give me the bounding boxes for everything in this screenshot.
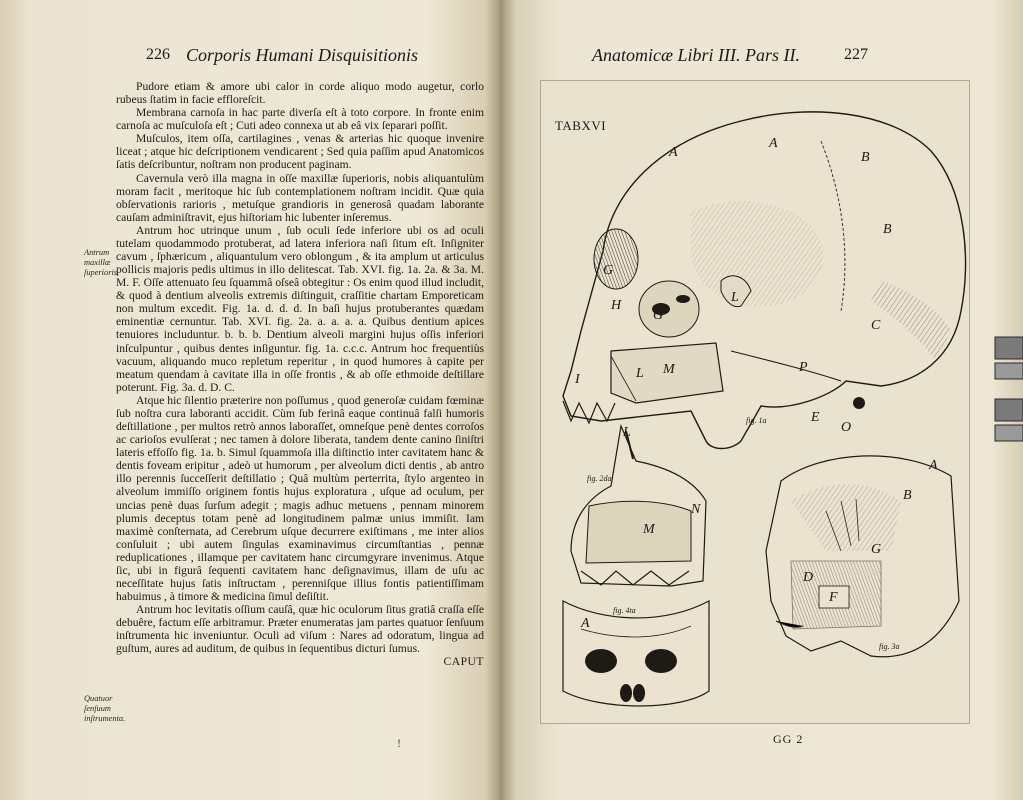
paragraph: Pudore etiam & amore ubi calor in corde aliquo modo augetur, corlo rubeus ſtatim in facie effloreſcit. — [116, 80, 484, 107]
figure-3-head — [766, 456, 959, 657]
plate-letter: M — [663, 362, 675, 377]
plate-letter: B — [861, 150, 870, 165]
plate-letter: G — [871, 542, 882, 557]
figure-caption: fig. 2da — [587, 474, 612, 483]
plate-letter: I — [575, 372, 580, 387]
binder-clip-icon — [993, 333, 1023, 445]
plate-letter: H — [611, 298, 622, 313]
paragraph: Membrana carnoſa in hac parte diverſa eſt à toto corpore. In fronte enim carnoſa ac muſculoſa eſt ; Cuti adeo connexa ut ab eâ vix ſeparari poſſit. — [116, 106, 484, 133]
plate-letter: E — [811, 410, 820, 425]
page-number-right: 227 — [844, 46, 868, 63]
plate-letter: G — [603, 263, 614, 278]
plate-letter: A — [769, 136, 778, 151]
plate-title: TABXVI — [555, 118, 607, 133]
figure-2-antrum — [571, 425, 706, 586]
plate-letter: M — [643, 522, 655, 537]
body-text — [116, 80, 484, 669]
plate-letter: A — [581, 616, 590, 631]
paragraph: Antrum hoc utrinque unum , ſub oculi ſede inferiore ubi os ad oculi tutelam quodammodo protuberat, ad latera inferiora naſi ſitum eſt. Inſigniter cavum , ſphæricum , aliquantulum vero oblongum , & ita amplum ut articulus pollicis majoris pedis ultimus in illo delitescat. Tab. XVI. fig. 1a. 2a. & 3a. M. M. F. Oſſe attenuato ſeu ſquammâ oſseâ obtegitur : Os enim quod illud includit, & quod à dentium alveolis extremis diſtinguit, craſſitie chartam Emporeticam non multum excedit. Fig. 1a. d. d. d. In baſi hujus protuberantes quædam eminentiæ cernuntur. Tab. XVI. fig. 2a. a. a. a. a. Quibus dentium apices tenuiores includuntur. b. b. b. Dentium alveoli margini hujus oſſis inferiori inſculpuntur , quibus dentes inſiguntur. fig. 1a. c.c.c. Antrum hoc frequentiùs vacuum, aliquando muco repletum reperitur , in quod humores à capite per meatum quendam à cavitate illa in oſſe frontis , & ab oſſe ethmoide deſtillare poterunt. Fig. 3a. d. D. C. — [116, 223, 484, 394]
plate-letter: F — [829, 590, 838, 605]
margin-note-antrum: Antrum maxillæ ſuperioris. — [84, 248, 120, 277]
paragraph: Muſculos, item oſſa, cartilagines , venas & arterias hic quoque invenire liceat ; atque hic deſcriptionem vendicarent ; Sed quia paſſim apud Anatomicos ſatis deſcribuntur, noſtram non producent paginam. — [116, 132, 484, 172]
plate-letter: L — [731, 290, 739, 305]
plate-letter: B — [903, 488, 912, 503]
plate-letter: P — [799, 360, 808, 375]
plate-letter: O — [841, 420, 852, 435]
plate-letter: A — [669, 145, 678, 160]
gutter-mark: ! — [397, 736, 401, 750]
plate-engraving — [541, 81, 969, 723]
page-number-left: 226 — [146, 46, 170, 63]
paragraph: Antrum hoc levitatis oſſium cauſâ, quæ hic oculorum ſitus gratiâ craſſa eſſe debuêre, factum eſſe arbitramur. Præter enumeratas jam partes quatuor ſenſuum inſtrumenta hic inveniuntur. Oculi ad viſum : Nares ad odoratum, lingua ad guſtum, aures ad auditum, de quibus in ſequentibus dicturi ſumus. — [116, 603, 484, 656]
plate-letter: G — [653, 308, 664, 323]
plate-letter: A — [929, 458, 938, 473]
figure-4-palate — [563, 601, 709, 706]
running-header-left: Corporis Humani Disquisitionis — [186, 45, 419, 65]
signature-mark: GG 2 — [773, 732, 804, 746]
margin-note-sensus: Quatuor ſenſuum inſtrumenta. — [84, 694, 126, 723]
plate-letter: N — [691, 502, 701, 517]
catchword: CAPUT — [443, 655, 484, 669]
engraved-plate — [540, 80, 970, 724]
running-header-right: Anatomicæ Libri III. Pars II. — [592, 45, 800, 65]
plate-letter: D — [803, 570, 814, 585]
plate-letter: L — [636, 366, 644, 381]
figure-caption: fig. 4ta — [613, 606, 636, 615]
left-page — [0, 0, 500, 800]
figure-1-skull — [563, 112, 966, 449]
plate-letter: L — [623, 425, 631, 440]
plate-letter: C — [871, 318, 881, 333]
paragraph: Atque hic ſilentio præterire non poſſumus , quod generoſæ cuidam fœminæ ſub noſtra cura laboranti accidit. Cùm ſub ferinâ eaque continuâ falſi humoris deſtillatione , per multos retrò annos laboraſſet, omneſque penè dentes corroſos ac carioſos evulſerat ; nec tamen à dolore liberata, tandem dente canino ſiniſtri lateris effoſſo fig. 1a. b. Simul ſquammoſa illa diſtinctio inter cavitatem hanc & dentis foveam eripitur , adeò ut humorum , per alveolum dicti dentis , ab antro illo perennis ſucceſſerit deſtillatio ; Quâ multùm perterrita, ſtylo argenteo in alveolum immiſſo originem fontis hujus exploratura , uſque ad oculum, per uncias penè duas ſurſum adegit ; magis adhuc metuens , pennam minorem plumis deceptus totam penè ad longitudinem palmæ unius immiſit. Iam maximè conſternata, ad Cerebrum uſque decurrere exiſtimans , me inter alios conſuluit ; ubi autem ſingulas examinavimus circumſtantias , pennæ reduplicationes , illamque per cavitatem hanc circumgyrare invenimus. Atque ſic, ubi in figurâ ſequenti cavitatem hanc deſignavimus, illam de uſu ac neceſſitate hujus ſatis inſtructam , perenniſque illius fontis patientiſſimam habuimus , à timore & medicina ſimul deſiſtit. — [116, 393, 484, 604]
figure-caption: fig. 3a — [879, 642, 900, 651]
figure-caption: fig. 1a — [746, 416, 767, 425]
plate-letter: B — [883, 222, 892, 237]
paragraph: Cavernula verò illa magna in oſſe maxillæ ſuperioris, nobis aliquantulùm moram facit , meritoque hic ſub contemplationem noſtram incidit. Quæ quia obſervationis rarioris , metuſque grandioris in generosâ quadam laborante cauſam adminiſtravit, ejus hiſtoriam hic lubenter inſeremus. — [116, 171, 484, 224]
